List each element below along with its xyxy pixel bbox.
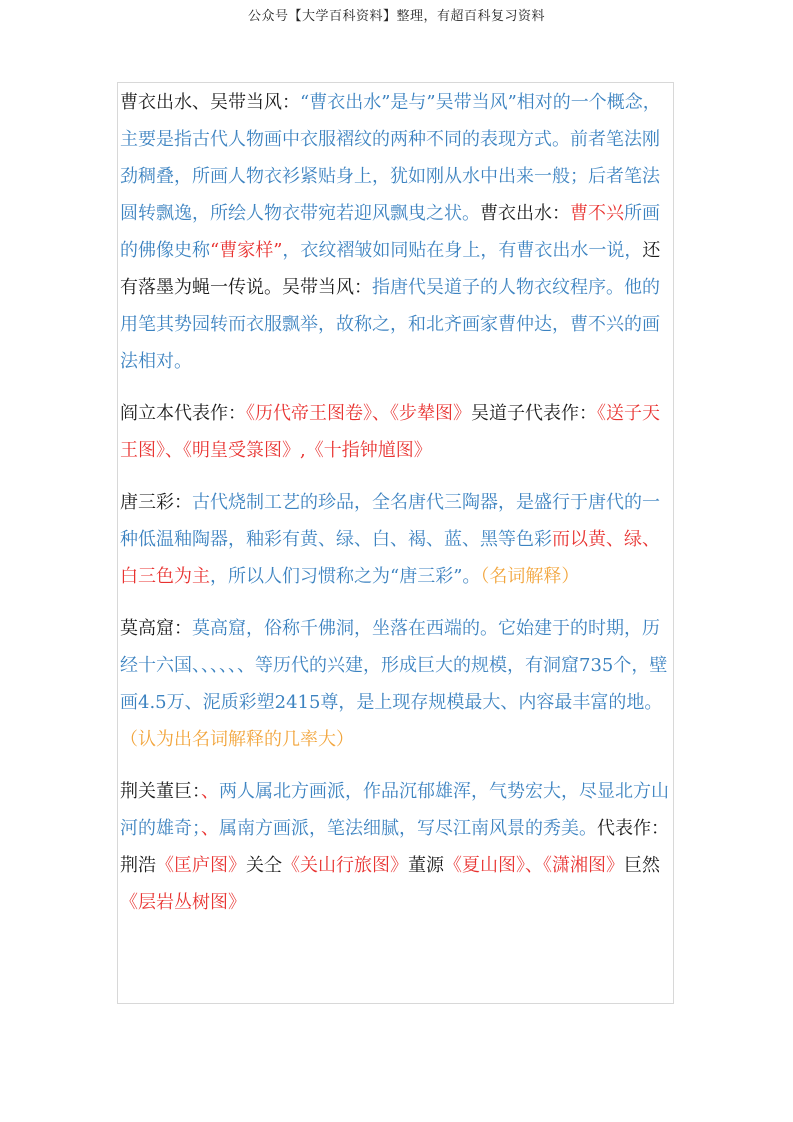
text-segment: 《送子天王图》、《明皇受箓图》,《十指钟馗图》 xyxy=(120,403,660,461)
text-segment: 曹衣出水： xyxy=(480,203,570,224)
text-segment: 关仝 xyxy=(246,855,282,876)
text-segment: ，所以人们习惯称之为“唐三彩”。 xyxy=(210,566,481,587)
text-segment: “曹衣出水”是与”吴带当风”相对的一个概念，主要是指古代人物画中衣服褶纹的两种不同的表现方式。前者笔法刚劲稠叠，所画人物衣衫紧贴身上，犹如刚从水中出来一般；后者笔法圆转飘逸，所绘人物衣带宛若迎风飘曳之状。 xyxy=(120,92,661,224)
text-segment: 《夏山图》、《潇湘图》 xyxy=(444,855,624,876)
text-segment: 两人属北方画派，作品沉郁雄浑，气势宏大，尽显北方山河的雄奇； xyxy=(120,781,669,839)
text-segment: 、 xyxy=(201,781,219,802)
text-segment: （认为出名词解释的几率大） xyxy=(120,729,354,750)
text-segment: 古代烧制工艺的珍品，全名唐代三陶器，是盛行于唐代的一种低温釉陶器，釉彩有黄、绿、白、褐、蓝、黑等色彩 xyxy=(120,492,660,550)
text-segment: 《关山行旅图》 xyxy=(282,855,408,876)
text-segment: 董源 xyxy=(408,855,444,876)
text-segment: （名词解释） xyxy=(480,566,580,587)
text-segment: 而以黄、绿、白三色为主 xyxy=(120,529,660,587)
text-segment: “曹家样” xyxy=(210,240,283,261)
para-jingguan-dongju xyxy=(120,773,676,921)
text-segment: 曹衣出水、吴带当风： xyxy=(120,92,300,113)
para-caoyi-wudai xyxy=(120,84,676,380)
document-body xyxy=(120,84,676,936)
text-segment: 《历代帝王图卷》、《步辇图》 xyxy=(246,403,471,424)
page-header: 公众号【大学百科资料】整理，有超百科复习资料 xyxy=(247,9,545,24)
text-segment: 荆关董巨： xyxy=(120,781,201,802)
text-segment: 所画的佛像史称 xyxy=(120,203,660,261)
text-segment: 《匡庐图》 xyxy=(156,855,246,876)
para-yanliben-wudaozi xyxy=(120,395,676,469)
text-segment: 唐三彩： xyxy=(120,492,192,513)
para-mogaoku xyxy=(120,610,676,758)
text-segment: 阎立本代表作： xyxy=(120,403,246,424)
text-segment: 还有落墨为蝇一传说。吴带当风： xyxy=(120,240,661,298)
text-segment: 巨然 xyxy=(624,855,660,876)
text-segment: 《层岩丛树图》 xyxy=(120,892,246,913)
text-segment: 莫高窟，俗称千佛洞，坐落在西端的。它始建于的时期，历经十六国、、、、、、等历代的兴建，形成巨大的规模，有洞窟735个，壁画4.5万、泥质彩塑2415尊，是上现存规模最大、内容最丰富的地。 xyxy=(120,618,668,713)
text-segment: ，衣纹褶皱如同贴在身上，有曹衣出水一说， xyxy=(282,240,643,261)
text-segment: 吴道子代表作： xyxy=(471,403,597,424)
text-segment: 代表作：荆浩 xyxy=(120,818,669,876)
text-segment: 指唐代吴道子的人物衣纹程序。他的用笔其势园转而衣服飘举，故称之，和北齐画家曹仲达，曹不兴的画法相对。 xyxy=(120,277,660,372)
text-segment: 曹不兴 xyxy=(570,203,624,224)
para-tangsancai xyxy=(120,484,676,595)
text-segment: 、 xyxy=(201,818,219,839)
text-segment: 属南方画派，笔法细腻，写尽江南风景的秀美。 xyxy=(219,818,597,839)
text-segment: 莫高窟： xyxy=(120,618,192,639)
